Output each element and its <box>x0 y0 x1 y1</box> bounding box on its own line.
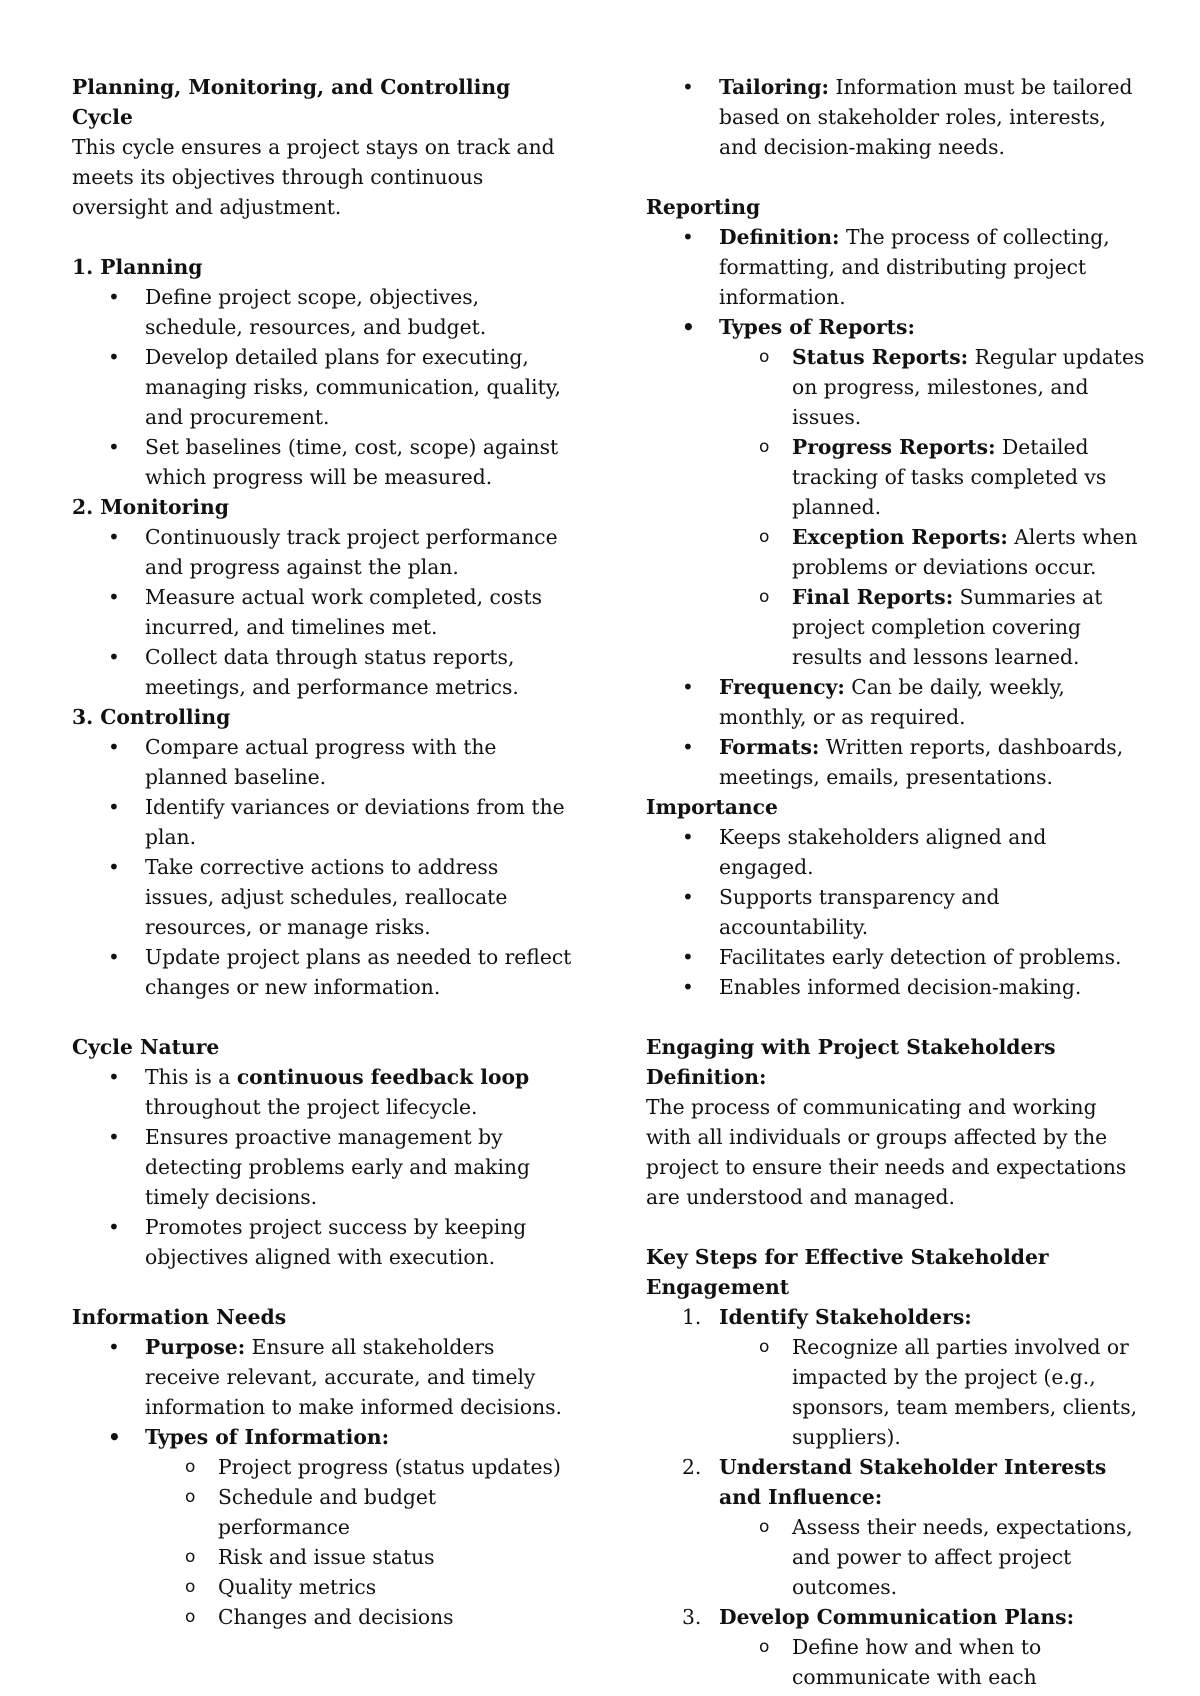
left-column <box>72 72 572 1696</box>
item-text: Written reports, dashboards, meetings, emails, presentations. <box>719 735 1124 789</box>
key-steps-heading: Key Steps for Effective Stakeholder Engagement <box>646 1245 1049 1299</box>
sub-list-item <box>646 342 1146 432</box>
list-item: • Supports transparency and accountability. <box>646 882 1146 942</box>
monitoring-list <box>72 522 572 702</box>
sub-list-item: o Changes and decisions <box>72 1602 572 1632</box>
list-item <box>646 222 1146 312</box>
item-text: Information must be tailored based on stakeholder roles, interests, and decision-making needs. <box>719 75 1133 159</box>
sub-list-item <box>646 432 1146 522</box>
list-item <box>72 1332 572 1422</box>
item-text: Ensure all stakeholders receive relevant, accurate, and timely information to make informed decisions. <box>145 1335 562 1419</box>
item-label: Status Reports: <box>792 345 969 369</box>
item-label: Final Reports: <box>792 585 954 609</box>
key-steps-list <box>646 1302 1146 1692</box>
engaging-definition-label: Definition: <box>646 1065 767 1089</box>
controlling-heading: 3. Controlling <box>72 705 231 729</box>
list-item: • Ensures proactive management by detecting problems early and making timely decisions. <box>72 1122 572 1212</box>
list-item <box>72 1062 572 1122</box>
list-item: • Update project plans as needed to reflect changes or new information. <box>72 942 572 1002</box>
numbered-list-item <box>646 1302 1146 1332</box>
tailoring-list <box>646 72 1146 162</box>
cycle-nature-heading: Cycle Nature <box>72 1035 220 1059</box>
monitoring-heading: 2. Monitoring <box>72 495 229 519</box>
reporting-list <box>646 222 1146 792</box>
item-text: Regular updates on progress, milestones, and issues. <box>792 345 1145 429</box>
list-item: • Enables informed decision-making. <box>646 972 1146 1002</box>
info-needs-heading: Information Needs <box>72 1305 287 1329</box>
item-label: Exception Reports: <box>792 525 1008 549</box>
item-text: Can be daily, weekly, monthly, or as required. <box>719 675 1065 729</box>
sub-list-item <box>646 582 1146 672</box>
list-item: • Develop detailed plans for executing, managing risks, communication, quality, and procurement. <box>72 342 572 432</box>
list-item: • Promotes project success by keeping objectives aligned with execution. <box>72 1212 572 1272</box>
cycle-heading: Planning, Monitoring, and Controlling Cycle <box>72 75 511 129</box>
list-item: • Types of Information: <box>72 1422 572 1452</box>
list-item: • Compare actual progress with the planned baseline. <box>72 732 572 792</box>
item-text: Detailed tracking of tasks completed vs planned. <box>792 435 1107 519</box>
controlling-list <box>72 732 572 1002</box>
item-bold-text: continuous feedback loop <box>236 1065 530 1089</box>
list-item <box>646 672 1146 732</box>
sub-list-item: o Assess their needs, expectations, and power to affect project outcomes. <box>646 1512 1146 1602</box>
list-item <box>646 72 1146 162</box>
item-text: The process of collecting, formatting, and distributing project information. <box>719 225 1110 309</box>
list-item: • Measure actual work completed, costs incurred, and timelines met. <box>72 582 572 642</box>
item-label: Purpose: <box>145 1335 246 1359</box>
item-label: Progress Reports: <box>792 435 996 459</box>
list-item: • Define project scope, objectives, schedule, resources, and budget. <box>72 282 572 342</box>
item-text: Summaries at project completion covering results and lessons learned. <box>792 585 1103 669</box>
engaging-definition-text: The process of communicating and working with all individuals or groups affected by the project to ensure their needs and expectations are understood and managed. <box>646 1095 1127 1209</box>
list-item: • Facilitates early detection of problems. <box>646 942 1146 972</box>
item-text: throughout the project lifecycle. <box>145 1095 478 1119</box>
item-label: Develop Communication Plans: <box>719 1605 1075 1629</box>
item-label: Tailoring: <box>719 75 830 99</box>
right-column <box>646 72 1146 1696</box>
list-item: • Types of Reports: <box>646 312 1146 342</box>
sub-list-item <box>646 522 1146 582</box>
item-label: Frequency: <box>719 675 845 699</box>
item-label: Definition: <box>719 225 840 249</box>
sub-list-item: o Risk and issue status <box>72 1542 572 1572</box>
info-needs-list <box>72 1332 572 1632</box>
item-number: 1. <box>682 1305 702 1329</box>
numbered-list-item <box>646 1452 1146 1512</box>
item-text: Alerts when problems or deviations occur. <box>792 525 1138 579</box>
sub-list-item: o Define how and when to communicate with each <box>646 1632 1146 1692</box>
item-text: This is a <box>145 1065 237 1089</box>
list-item: • Collect data through status reports, meetings, and performance metrics. <box>72 642 572 702</box>
planning-list <box>72 282 572 492</box>
sub-list-item: o Quality metrics <box>72 1572 572 1602</box>
item-label: Identify Stakeholders: <box>719 1305 972 1329</box>
sub-list-item: o Schedule and budget performance <box>72 1482 572 1542</box>
list-item: • Continuously track project performance and progress against the plan. <box>72 522 572 582</box>
importance-heading: Importance <box>646 795 778 819</box>
cycle-nature-list <box>72 1062 572 1272</box>
item-number: 2. <box>682 1455 702 1479</box>
cycle-intro: This cycle ensures a project stays on track and meets its objectives through continuous oversight and adjustment. <box>72 135 555 219</box>
sub-list-item: o Recognize all parties involved or impacted by the project (e.g., sponsors, team members, clients, suppliers). <box>646 1332 1146 1452</box>
item-label: Formats: <box>719 735 820 759</box>
list-item: • Identify variances or deviations from the plan. <box>72 792 572 852</box>
list-item: • Take corrective actions to address issues, adjust schedules, reallocate resources, or manage risks. <box>72 852 572 942</box>
item-number: 3. <box>682 1605 702 1629</box>
planning-heading: 1. Planning <box>72 255 203 279</box>
engaging-heading: Engaging with Project Stakeholders <box>646 1035 1056 1059</box>
numbered-list-item <box>646 1602 1146 1632</box>
list-item: • Set baselines (time, cost, scope) against which progress will be measured. <box>72 432 572 492</box>
importance-list <box>646 822 1146 1002</box>
list-item: • Keeps stakeholders aligned and engaged. <box>646 822 1146 882</box>
sub-list-item: o Project progress (status updates) <box>72 1452 572 1482</box>
item-label: Understand Stakeholder Interests and Influence: <box>719 1455 1107 1509</box>
list-item <box>646 732 1146 792</box>
reporting-heading: Reporting <box>646 195 761 219</box>
